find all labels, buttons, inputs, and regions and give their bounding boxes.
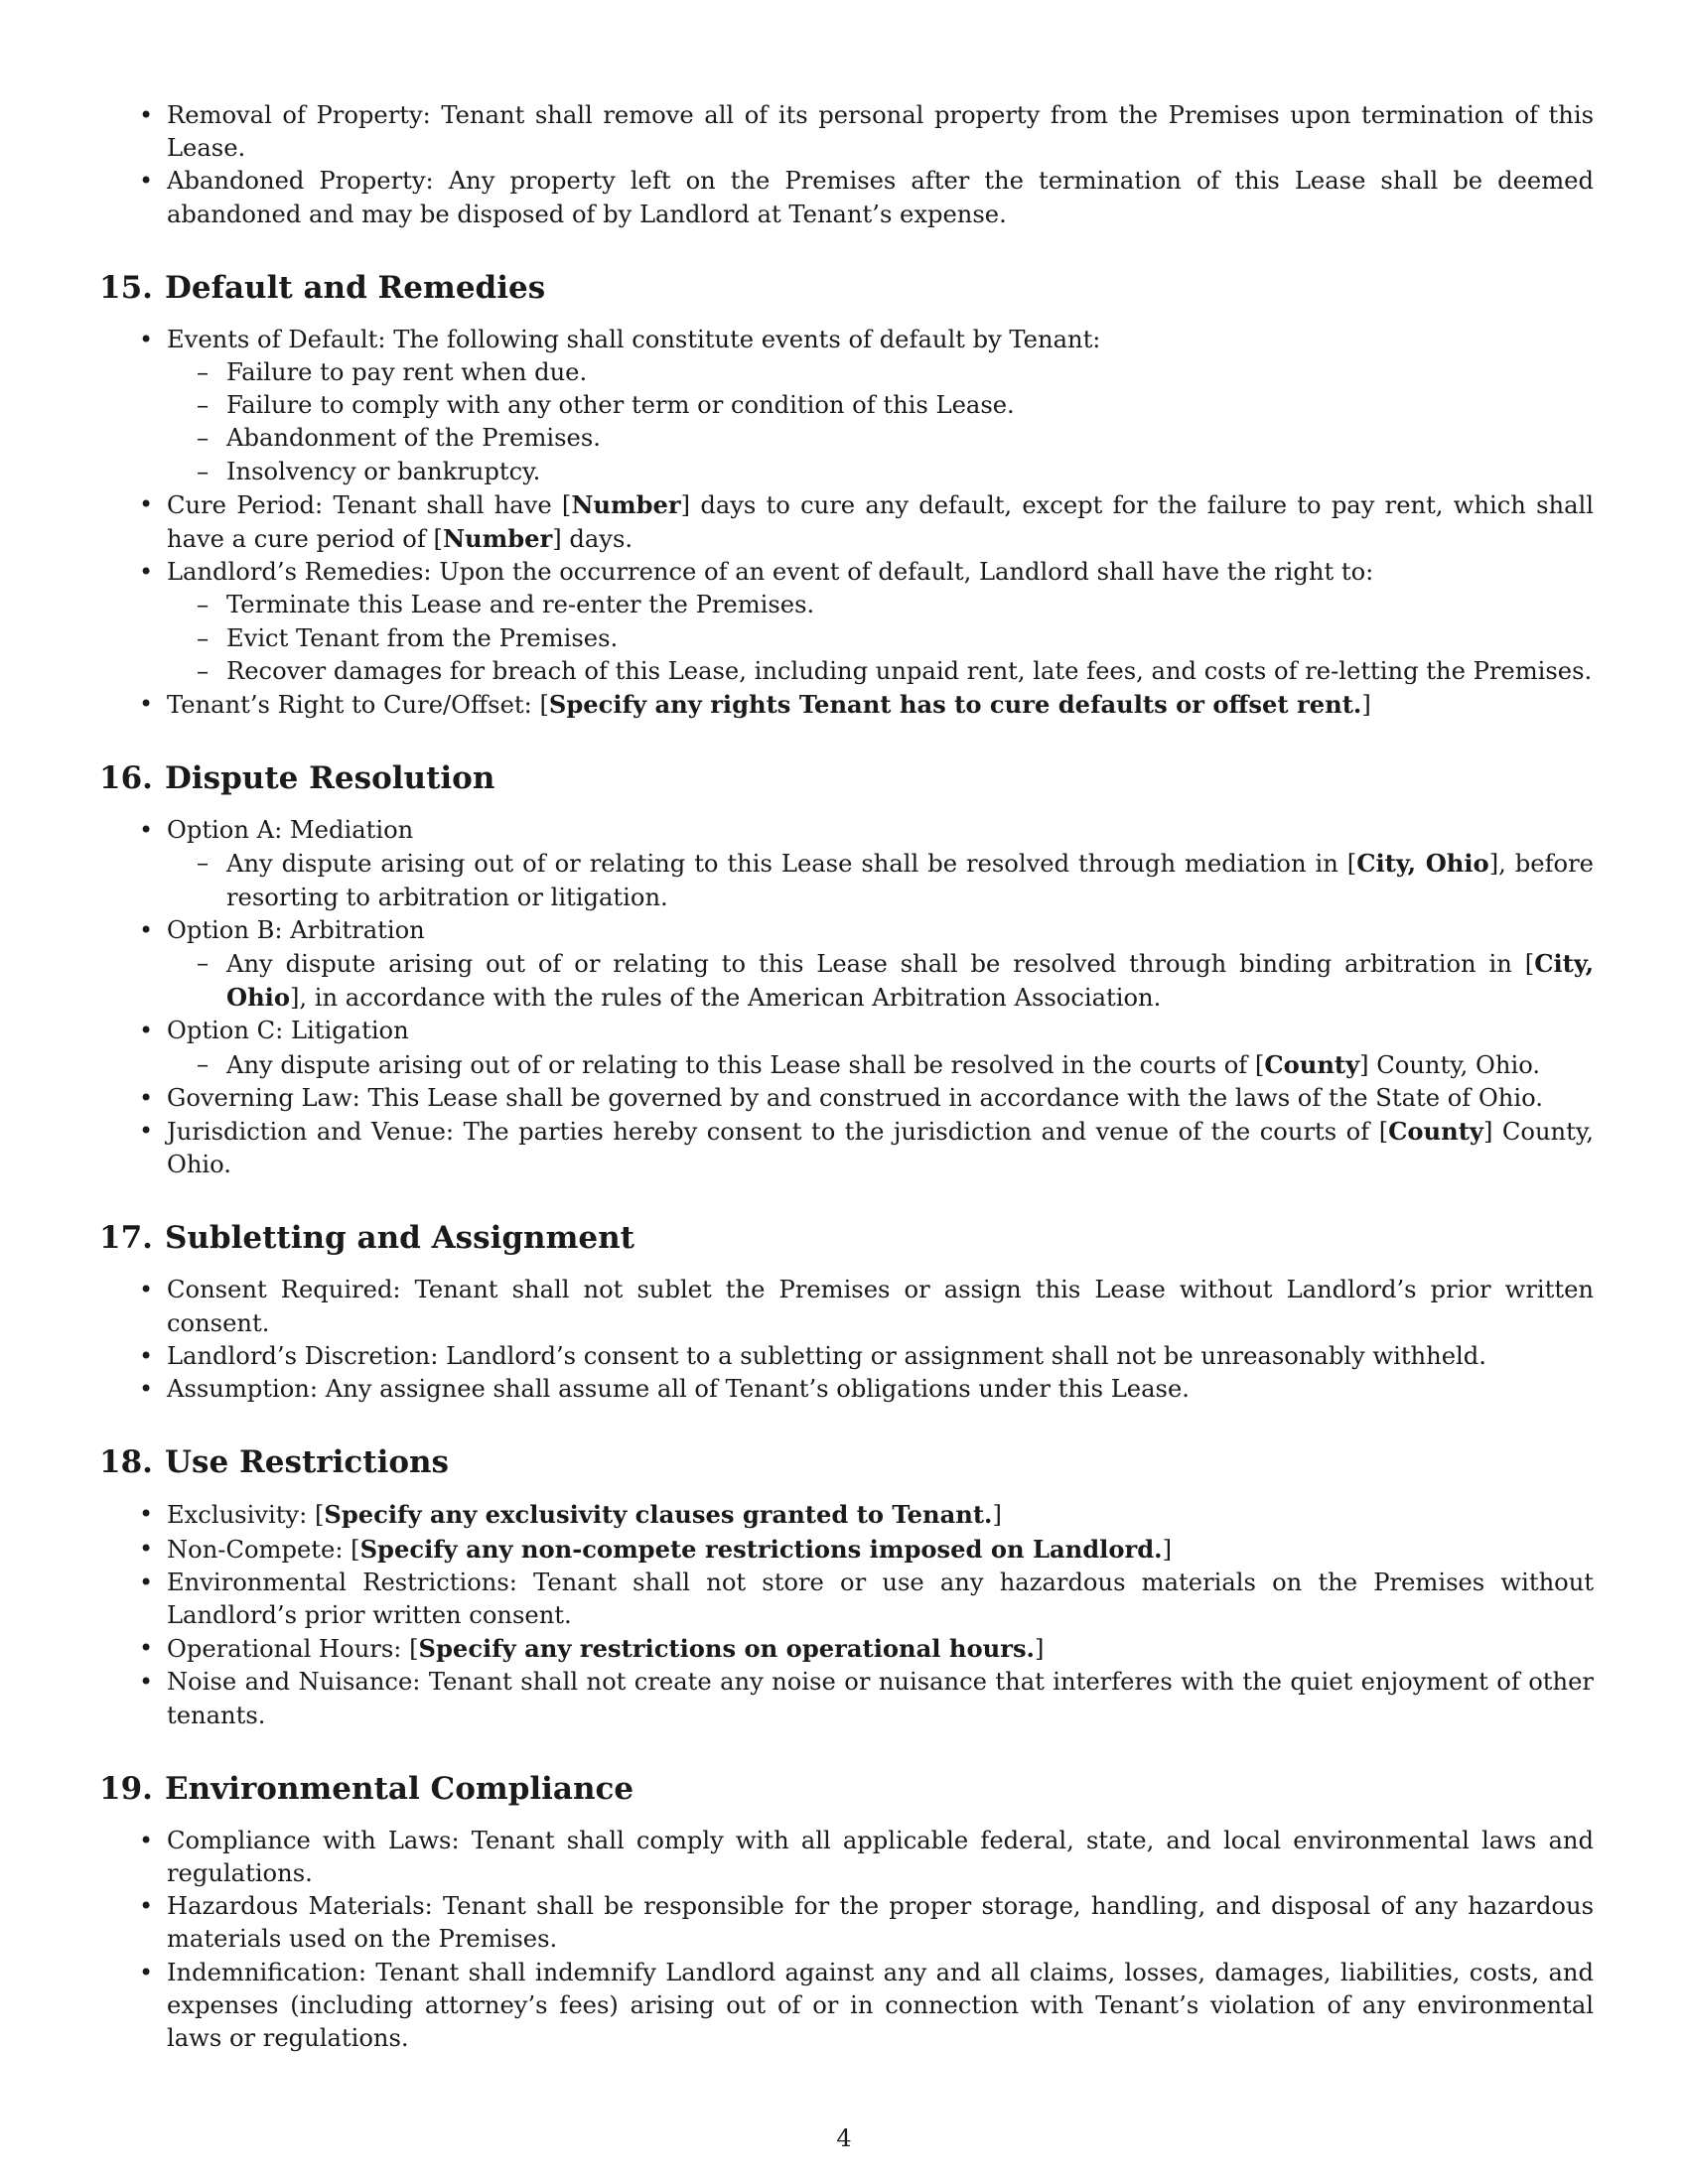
list-item: • Landlord’s Remedies: Upon the occurrence of an event of default, Landlord shall have the right to: – Terminate this Lease and re-enter the Premises. – Evict Tenant from the Premises. – Recover damages for breach of this Lease, including unpaid rent, late fees, and costs of re-letting the Premises.	[99, 556, 1594, 688]
lease-page	[99, 99, 1594, 2055]
list-item: • Assumption: Any assignee shall assume all of Tenant’s obligations under this Lease.	[99, 1373, 1594, 1406]
sub-item: – Any dispute arising out of or relating to this Lease shall be resolved through mediation in [City, Ohio], before resorting to arbitration or litigation.	[167, 847, 1594, 913]
section-19-list	[99, 1825, 1594, 2055]
sub-item: – Any dispute arising out of or relating to this Lease shall be resolved through binding arbitration in [City, Ohio], in accordance with the rules of the American Arbitration Association.	[167, 947, 1594, 1015]
sub-item: – Any dispute arising out of or relating to this Lease shall be resolved in the courts of [County] County, Ohio.	[167, 1048, 1594, 1082]
list-item: • Indemnification: Tenant shall indemnify Landlord against any and all claims, losses, damages, liabilities, costs, and expenses (including attorney’s fees) arising out of or in connection with Tenant’s violation of any environmental laws or regulations.	[99, 1957, 1594, 2056]
sub-item: – Evict Tenant from the Premises.	[167, 622, 1594, 655]
list-item: • Events of Default: The following shall constitute events of default by Tenant: – Failure to pay rent when due. – Failure to comply with any other term or condition of this Lease. – Abandonment of the Premises. – Insolvency or bankruptcy.	[99, 324, 1594, 488]
termination-list	[99, 99, 1594, 231]
sub-item: – Failure to pay rent when due.	[167, 356, 1594, 389]
sub-item: – Recover damages for breach of this Lease, including unpaid rent, late fees, and costs of re-letting the Premises.	[167, 655, 1594, 688]
list-item: • Compliance with Laws: Tenant shall comply with all applicable federal, state, and local environmental laws and regulations.	[99, 1825, 1594, 1890]
section-heading-17: 17. Subletting and Assignment	[99, 1220, 634, 1257]
list-item: • Option A: Mediation – Any dispute arising out of or relating to this Lease shall be resolved through mediation in [City, Ohio], before resorting to arbitration or litigation.	[99, 814, 1594, 914]
page-number: 4	[836, 2124, 852, 2152]
sub-list	[167, 947, 1594, 1015]
list-item: • Noise and Nuisance: Tenant shall not create any noise or nuisance that interferes with the quiet enjoyment of other tenants.	[99, 1666, 1594, 1731]
list-item: • Non-Compete: [Specify any non-compete restrictions imposed on Landlord.]	[99, 1533, 1594, 1567]
sub-list	[167, 356, 1594, 488]
list-item: • Consent Required: Tenant shall not sublet the Premises or assign this Lease without Landlord’s prior written consent.	[99, 1274, 1594, 1339]
section-15-list	[99, 324, 1594, 722]
section-heading-15: 15. Default and Remedies	[99, 269, 546, 306]
sub-item: – Abandonment of the Premises.	[167, 422, 1594, 455]
section-heading-18: 18. Use Restrictions	[99, 1444, 450, 1481]
list-item: • Exclusivity: [Specify any exclusivity clauses granted to Tenant.]	[99, 1498, 1594, 1532]
sub-list	[167, 1048, 1594, 1082]
section-heading-16: 16. Dispute Resolution	[99, 760, 495, 797]
list-item: • Environmental Restrictions: Tenant shall not store or use any hazardous materials on the Premises without Landlord’s prior written consent.	[99, 1567, 1594, 1632]
section-17-list	[99, 1274, 1594, 1406]
list-item: • Hazardous Materials: Tenant shall be responsible for the proper storage, handling, and disposal of any hazardous materials used on the Premises.	[99, 1890, 1594, 1956]
list-item: • Tenant’s Right to Cure/Offset: [Specify any rights Tenant has to cure defaults or offset rent.]	[99, 688, 1594, 722]
list-item: • Abandoned Property: Any property left on the Premises after the termination of this Lease shall be deemed abandoned and may be disposed of by Landlord at Tenant’s expense.	[99, 165, 1594, 230]
list-item: • Landlord’s Discretion: Landlord’s consent to a subletting or assignment shall not be unreasonably withheld.	[99, 1340, 1594, 1373]
section-18-list	[99, 1498, 1594, 1731]
sub-item: – Failure to comply with any other term or condition of this Lease.	[167, 389, 1594, 422]
sub-item: – Terminate this Lease and re-enter the Premises.	[167, 589, 1594, 621]
list-item: • Cure Period: Tenant shall have [Number] days to cure any default, except for the failure to pay rent, which shall have a cure period of [Number] days.	[99, 488, 1594, 556]
list-item: • Operational Hours: [Specify any restrictions on operational hours.]	[99, 1632, 1594, 1666]
section-16-list	[99, 814, 1594, 1181]
section-heading-19: 19. Environmental Compliance	[99, 1770, 634, 1807]
list-item: • Jurisdiction and Venue: The parties hereby consent to the jurisdiction and venue of the courts of [County] County, Ohio.	[99, 1115, 1594, 1181]
list-item: • Option B: Arbitration – Any dispute arising out of or relating to this Lease shall be resolved through binding arbitration in [City, Ohio], in accordance with the rules of the American Arbitration Association.	[99, 914, 1594, 1016]
list-item: • Removal of Property: Tenant shall remove all of its personal property from the Premises upon termination of this Lease.	[99, 99, 1594, 165]
sub-item: – Insolvency or bankruptcy.	[167, 456, 1594, 488]
list-item: • Option C: Litigation – Any dispute arising out of or relating to this Lease shall be resolved in the courts of [County] County, Ohio.	[99, 1015, 1594, 1081]
sub-list	[167, 847, 1594, 913]
list-item: • Governing Law: This Lease shall be governed by and construed in accordance with the laws of the State of Ohio.	[99, 1082, 1594, 1115]
sub-list	[167, 589, 1594, 688]
